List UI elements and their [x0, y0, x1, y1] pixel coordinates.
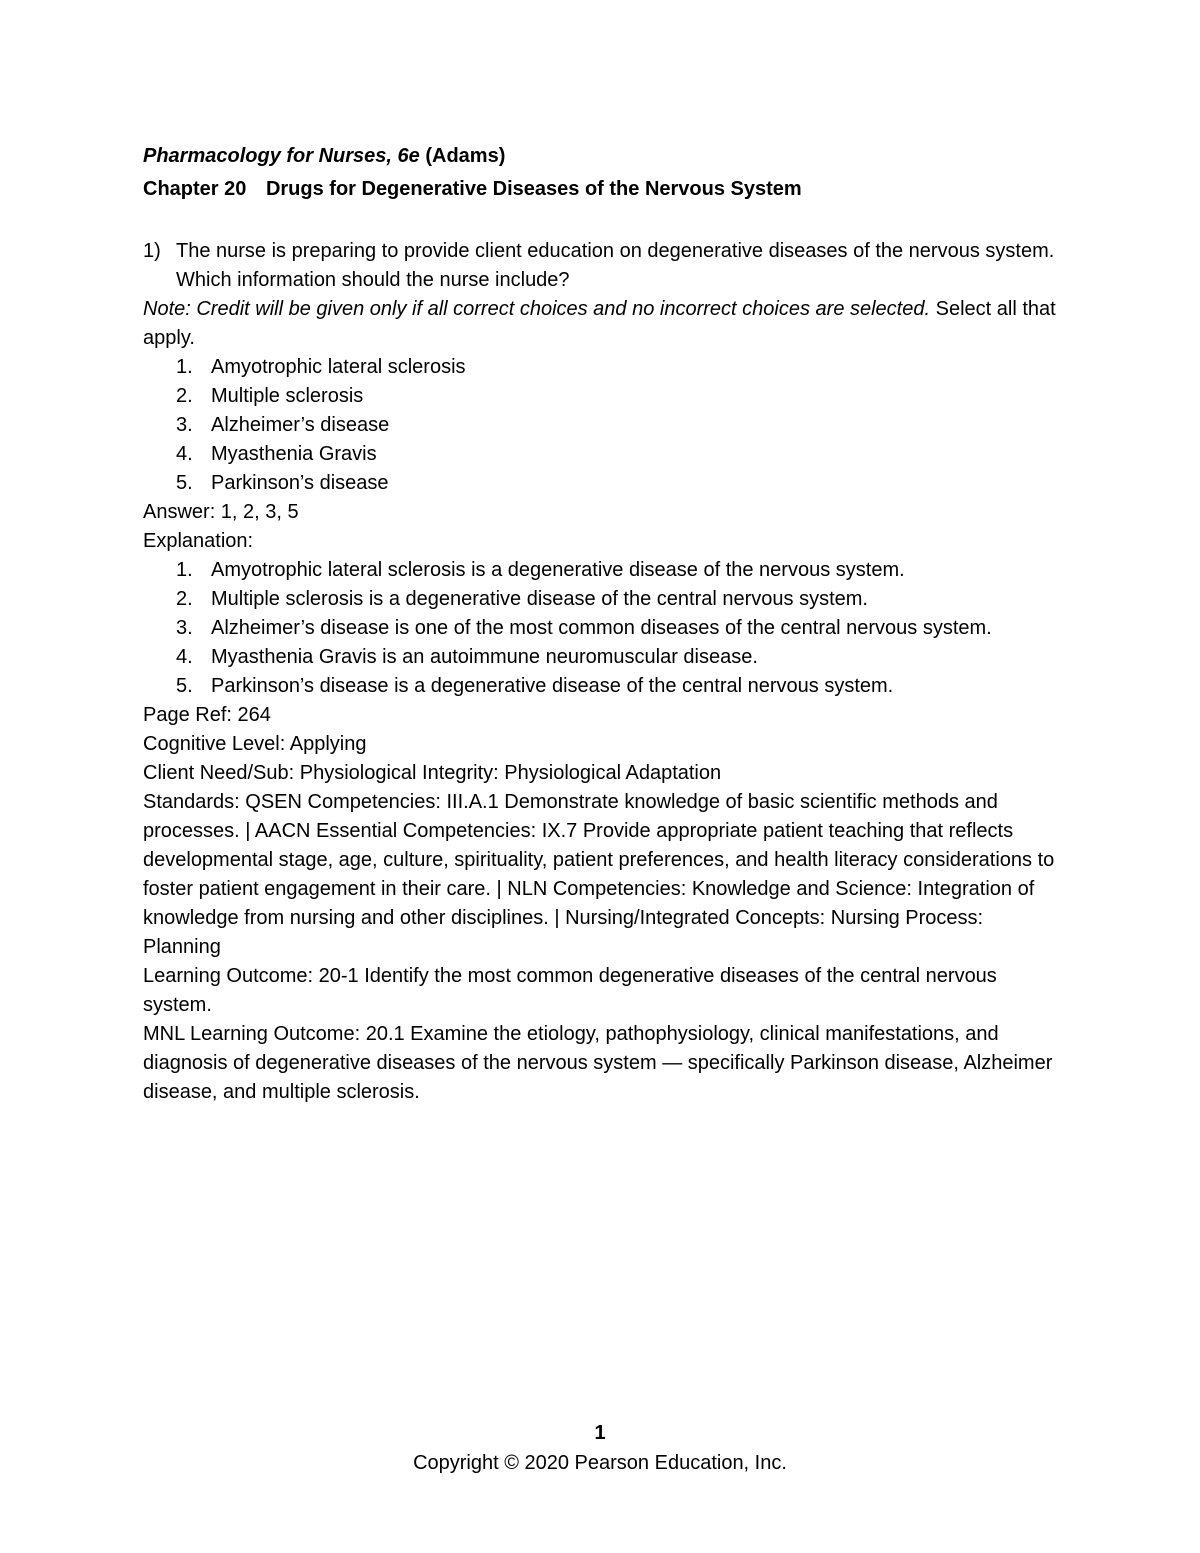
option-number: 4. — [176, 443, 193, 465]
option-number: 5. — [176, 472, 193, 494]
book-title: Pharmacology for Nurses, 6e — [143, 145, 420, 167]
chapter-title: Drugs for Degenerative Diseases of the Nervous System — [265, 178, 802, 200]
page-ref: Page Ref: 264 — [143, 704, 271, 726]
chapter-number: Chapter 20 — [143, 178, 247, 200]
explanation-number: 4. — [176, 646, 193, 668]
learning-outcome: Learning Outcome: 20-1 Identify the most common degenerative diseases of the central nervous system. — [143, 965, 997, 1016]
question-number: 1) — [143, 240, 161, 262]
answer-options-list — [143, 353, 1063, 498]
option-text: Amyotrophic lateral sclerosis — [211, 356, 466, 378]
note-plain-text: Select all that apply. — [143, 298, 1056, 349]
list-item — [143, 353, 1063, 382]
list-item — [143, 382, 1063, 411]
question-stem: The nurse is preparing to provide client education on degenerative diseases of the nervous system. Which information should the nurse include? — [176, 240, 1055, 291]
option-number: 1. — [176, 356, 193, 378]
list-item — [143, 643, 1063, 672]
explanation-text: Multiple sclerosis is a degenerative disease of the central nervous system. — [211, 588, 868, 610]
book-author: (Adams) — [425, 145, 506, 167]
list-item — [143, 469, 1063, 498]
option-text: Multiple sclerosis — [211, 385, 364, 407]
mnl-learning-outcome: MNL Learning Outcome: 20.1 Examine the etiology, pathophysiology, clinical manifestations, and diagnosis of degenerative diseases of the nervous system — specifically Parkinson disease, Alzheimer disease, and multiple sclerosis. — [143, 1023, 1053, 1103]
option-number: 2. — [176, 385, 193, 407]
explanation-label: Explanation: — [143, 530, 254, 552]
list-item — [143, 672, 1063, 701]
option-text: Parkinson’s disease — [211, 472, 389, 494]
answer-line: Answer: 1, 2, 3, 5 — [143, 501, 299, 523]
option-number: 3. — [176, 414, 193, 436]
note-italic-text: Note: Credit will be given only if all correct choices and no incorrect choices are selected. — [143, 298, 931, 320]
book-heading — [143, 142, 1063, 171]
explanation-text: Myasthenia Gravis is an autoimmune neuromuscular disease. — [211, 646, 758, 668]
option-text: Myasthenia Gravis — [211, 443, 377, 465]
explanation-list — [143, 556, 1063, 701]
explanation-text: Alzheimer’s disease is one of the most common diseases of the central nervous system. — [211, 617, 992, 639]
explanation-text: Amyotrophic lateral sclerosis is a degenerative disease of the nervous system. — [211, 559, 905, 581]
standards: Standards: QSEN Competencies: III.A.1 Demonstrate knowledge of basic scientific methods and processes. | AACN Essential Competencies: IX.7 Provide appropriate patient teaching that reflects developmental stage, age, culture, spirituality, patient preferences, and health literacy considerations to foster patient engagement in their care. | NLN Competencies: Knowledge and Science: Integration of knowledge from nursing and other disciplines. | Nursing/Integrated Concepts: Nursing Process: Planning — [143, 791, 1055, 958]
explanation-text: Parkinson’s disease is a degenerative disease of the central nervous system. — [211, 675, 894, 697]
list-item — [143, 556, 1063, 585]
option-text: Alzheimer’s disease — [211, 414, 390, 436]
page-content — [143, 142, 1063, 1107]
list-item — [143, 411, 1063, 440]
copyright-notice: Copyright © 2020 Pearson Education, Inc. — [413, 1452, 787, 1474]
client-need: Client Need/Sub: Physiological Integrity: Physiological Adaptation — [143, 762, 722, 784]
explanation-number: 2. — [176, 588, 193, 610]
explanation-number: 1. — [176, 559, 193, 581]
chapter-heading — [143, 175, 1063, 204]
cognitive-level: Cognitive Level: Applying — [143, 733, 367, 755]
explanation-number: 3. — [176, 617, 193, 639]
explanation-number: 5. — [176, 675, 193, 697]
list-item — [143, 585, 1063, 614]
question-stem-block — [143, 237, 1063, 295]
page-number: 1 — [594, 1422, 606, 1444]
list-item — [143, 614, 1063, 643]
list-item — [143, 440, 1063, 469]
selection-note — [143, 295, 1063, 353]
